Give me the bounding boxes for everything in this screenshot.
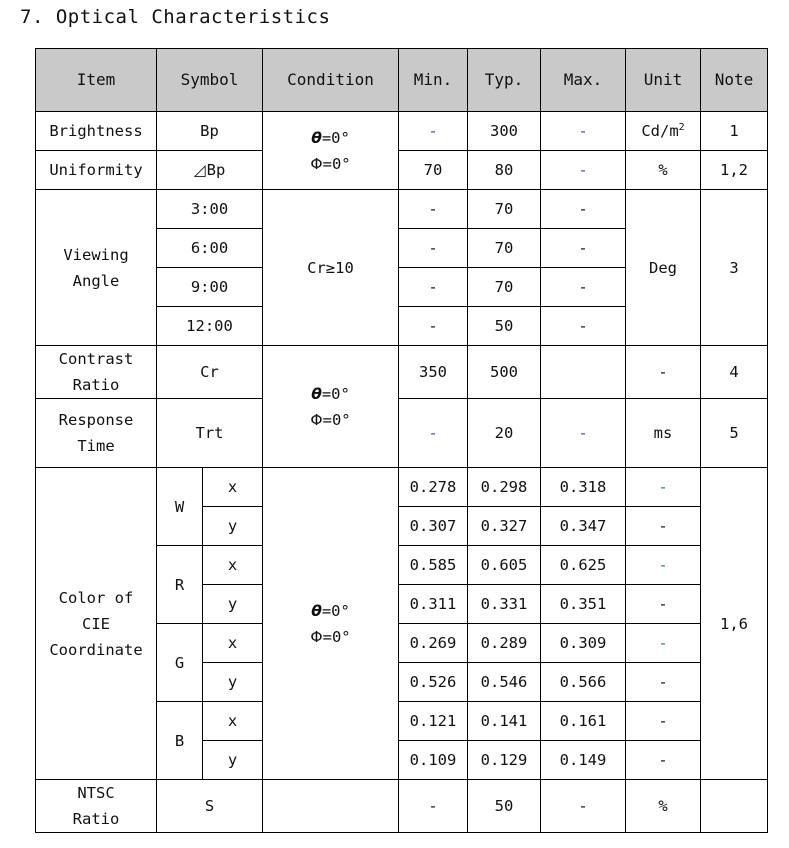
phi-symbol: Φ: [310, 410, 323, 429]
cie-min: 0.269: [399, 624, 468, 663]
cie-typ: 0.605: [468, 546, 541, 585]
table-row-viewing-3: [36, 190, 768, 229]
cie-axis: x: [203, 702, 263, 741]
min-brightness: -: [399, 112, 468, 151]
note-viewing: 3: [701, 190, 768, 346]
cie-unit: -: [626, 663, 701, 702]
cie-min: 0.526: [399, 663, 468, 702]
cie-typ: 0.327: [468, 507, 541, 546]
header-row: [36, 49, 768, 112]
optical-characteristics-table: [35, 48, 768, 833]
cie-max: 0.351: [541, 585, 626, 624]
unit-uniformity: %: [626, 151, 701, 190]
unit-superscript: 2: [678, 122, 685, 133]
unit-brightness: [626, 112, 701, 151]
item-response: Response Time: [36, 399, 157, 468]
cie-unit: -: [626, 585, 701, 624]
condition-ntsc: [263, 780, 399, 833]
cie-color-b: B: [157, 702, 203, 780]
cie-axis: x: [203, 468, 263, 507]
cie-max: 0.625: [541, 546, 626, 585]
symbol-viewing: 3:00: [157, 190, 263, 229]
unit-text: Cd/m: [641, 122, 679, 140]
symbol-brightness: Bp: [157, 112, 263, 151]
note-contrast: 4: [701, 346, 768, 399]
max-viewing: -: [541, 190, 626, 229]
cie-min: 0.109: [399, 741, 468, 780]
cie-color-g: G: [157, 624, 203, 702]
cie-unit: -: [626, 624, 701, 663]
item-cie: Color of CIE Coordinate: [36, 468, 157, 780]
theta-value: =0°: [321, 128, 350, 147]
header-item: Item: [36, 49, 157, 112]
max-contrast: [541, 346, 626, 399]
header-unit: Unit: [626, 49, 701, 112]
phi-value: =0°: [322, 410, 351, 429]
cie-typ: 0.289: [468, 624, 541, 663]
min-ntsc: -: [399, 780, 468, 833]
header-symbol: Symbol: [157, 49, 263, 112]
cie-max: 0.309: [541, 624, 626, 663]
condition-middle: [263, 346, 399, 468]
table-row-response: [36, 399, 768, 468]
cie-unit: -: [626, 468, 701, 507]
table-row-brightness: [36, 112, 768, 151]
min-viewing: -: [399, 268, 468, 307]
typ-ntsc: 50: [468, 780, 541, 833]
item-viewing-angle: Viewing Angle: [36, 190, 157, 346]
typ-brightness: 300: [468, 112, 541, 151]
cie-max: 0.149: [541, 741, 626, 780]
cie-axis: y: [203, 663, 263, 702]
header-note: Note: [701, 49, 768, 112]
min-contrast: 350: [399, 346, 468, 399]
symbol-viewing: 12:00: [157, 307, 263, 346]
typ-viewing: 50: [468, 307, 541, 346]
header-min: Min.: [399, 49, 468, 112]
note-brightness: 1: [701, 112, 768, 151]
typ-response: 20: [468, 399, 541, 468]
condition-cie: [263, 468, 399, 780]
typ-uniformity: 80: [468, 151, 541, 190]
max-viewing: -: [541, 268, 626, 307]
unit-ntsc: %: [626, 780, 701, 833]
note-cie: 1,6: [701, 468, 768, 780]
header-max: Max.: [541, 49, 626, 112]
theta-value: =0°: [321, 601, 350, 620]
min-viewing: -: [399, 190, 468, 229]
note-ntsc: [701, 780, 768, 833]
cie-max: 0.161: [541, 702, 626, 741]
cie-unit: -: [626, 702, 701, 741]
symbol-response: Trt: [157, 399, 263, 468]
unit-contrast: -: [626, 346, 701, 399]
phi-symbol: Φ: [310, 627, 323, 646]
cie-min: 0.311: [399, 585, 468, 624]
cie-axis: y: [203, 585, 263, 624]
item-uniformity: Uniformity: [36, 151, 157, 190]
condition-top: [263, 112, 399, 190]
delta-icon: ◿: [193, 161, 206, 180]
cie-color-w: W: [157, 468, 203, 546]
item-brightness: Brightness: [36, 112, 157, 151]
cie-max: 0.347: [541, 507, 626, 546]
max-response: -: [541, 399, 626, 468]
typ-contrast: 500: [468, 346, 541, 399]
max-brightness: -: [541, 112, 626, 151]
table-row-contrast: [36, 346, 768, 399]
max-viewing: -: [541, 229, 626, 268]
cie-min: 0.278: [399, 468, 468, 507]
cie-color-r: R: [157, 546, 203, 624]
cie-axis: y: [203, 507, 263, 546]
cie-unit: -: [626, 741, 701, 780]
note-response: 5: [701, 399, 768, 468]
unit-response: ms: [626, 399, 701, 468]
symbol-uniformity: [157, 151, 263, 190]
min-viewing: -: [399, 229, 468, 268]
unit-viewing: Deg: [626, 190, 701, 346]
max-viewing: -: [541, 307, 626, 346]
symbol-viewing: 9:00: [157, 268, 263, 307]
header-typ: Typ.: [468, 49, 541, 112]
condition-viewing: Cr≥10: [263, 190, 399, 346]
symbol-uniformity-text: Bp: [206, 160, 226, 179]
cie-axis: y: [203, 741, 263, 780]
symbol-ntsc: S: [157, 780, 263, 833]
min-response: -: [399, 399, 468, 468]
cie-unit: -: [626, 507, 701, 546]
theta-symbol: θ: [311, 128, 322, 147]
cie-axis: x: [203, 624, 263, 663]
symbol-viewing: 6:00: [157, 229, 263, 268]
cie-typ: 0.129: [468, 741, 541, 780]
header-condition: Condition: [263, 49, 399, 112]
table-row-cie-w-x: [36, 468, 768, 507]
min-viewing: -: [399, 307, 468, 346]
cie-min: 0.585: [399, 546, 468, 585]
note-uniformity: 1,2: [701, 151, 768, 190]
typ-viewing: 70: [468, 229, 541, 268]
max-ntsc: -: [541, 780, 626, 833]
cie-typ: 0.298: [468, 468, 541, 507]
item-ntsc: NTSC Ratio: [36, 780, 157, 833]
item-contrast: Contrast Ratio: [36, 346, 157, 399]
theta-symbol: θ: [311, 384, 322, 403]
theta-symbol: θ: [311, 601, 322, 620]
typ-viewing: 70: [468, 190, 541, 229]
cie-typ: 0.546: [468, 663, 541, 702]
cie-min: 0.121: [399, 702, 468, 741]
cie-unit: -: [626, 546, 701, 585]
phi-value: =0°: [322, 627, 351, 646]
section-title: 7. Optical Characteristics: [20, 6, 331, 28]
cie-max: 0.566: [541, 663, 626, 702]
phi-symbol: Φ: [310, 154, 323, 173]
phi-value: =0°: [322, 154, 351, 173]
cie-max: 0.318: [541, 468, 626, 507]
table-row-ntsc: [36, 780, 768, 833]
cie-axis: x: [203, 546, 263, 585]
typ-viewing: 70: [468, 268, 541, 307]
symbol-contrast: Cr: [157, 346, 263, 399]
cie-typ: 0.331: [468, 585, 541, 624]
table-row-uniformity: [36, 151, 768, 190]
max-uniformity: -: [541, 151, 626, 190]
cie-min: 0.307: [399, 507, 468, 546]
theta-value: =0°: [321, 384, 350, 403]
min-uniformity: 70: [399, 151, 468, 190]
cie-typ: 0.141: [468, 702, 541, 741]
